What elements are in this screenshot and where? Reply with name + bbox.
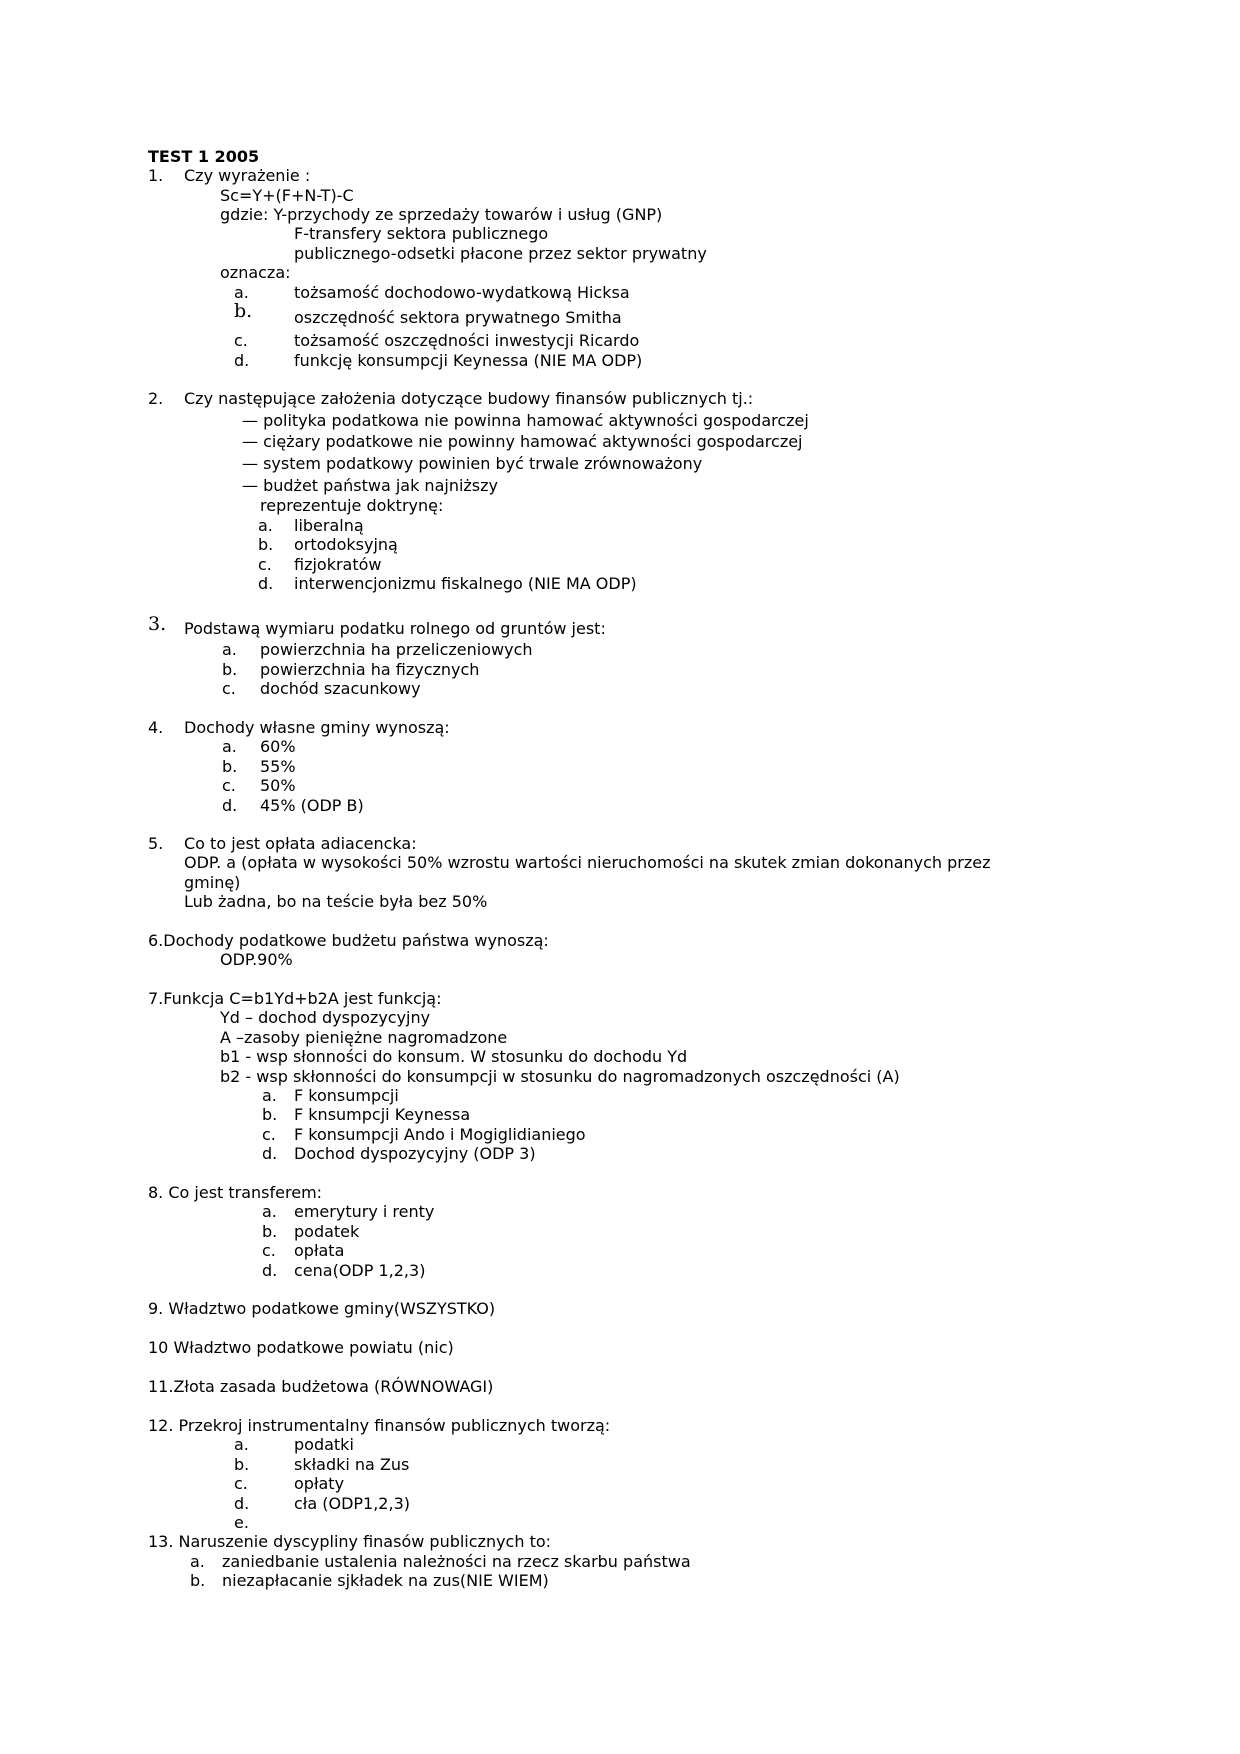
option-text: niezapłacanie sjkładek na zus(NIE WIEM) [222,1571,549,1590]
option-letter: c. [258,555,272,574]
option-text: zaniedbanie ustalenia należności na rzecz skarbu państwa [222,1552,691,1571]
option-letter: c. [234,331,248,350]
option-text: 45% (ODP B) [260,796,364,815]
question-number: 4. [148,718,164,737]
bullet-line: — budżet państwa jak najniższy [242,476,499,495]
bullet-line: — ciężary podatkowe nie powinny hamować aktywności gospodarczej [242,432,803,451]
option-letter: a. [262,1202,277,1221]
option-letter: b. [234,1455,250,1474]
option-text: 55% [260,757,296,776]
option-text: podatek [294,1222,360,1241]
question-number: 2. [148,389,164,408]
question-text: 7.Funkcja C=b1Yd+b2A jest funkcją: [148,989,442,1008]
option-text: powierzchnia ha przeliczeniowych [260,640,533,659]
question-text: 10 Władztwo podatkowe powiatu (nic) [148,1338,454,1357]
question-text: 8. Co jest transferem: [148,1183,323,1202]
option-letter: d. [262,1261,278,1280]
option-letter: a. [222,640,237,659]
bullet-line: — system podatkowy powinien być trwale zrównoważony [242,454,703,473]
option-letter: b. [190,1571,206,1590]
definition-line: b2 - wsp skłonności do konsumpcji w stosunku do nagromadzonych oszczędności (A) [220,1067,900,1086]
option-letter: b. [262,1222,278,1241]
option-letter: a. [234,1435,249,1454]
option-letter: a. [234,283,249,302]
bullet-line: — polityka podatkowa nie powinna hamować aktywności gospodarczej [242,411,809,430]
option-letter: c. [222,679,236,698]
option-letter: a. [222,737,237,756]
question-number: 5. [148,834,164,853]
option-text: tożsamość oszczędności inwestycji Ricardo [294,331,640,350]
option-text: powierzchnia ha fizycznych [260,660,480,679]
option-text: dochód szacunkowy [260,679,421,698]
option-letter: c. [262,1241,276,1260]
option-text: ortodoksyjną [294,535,398,554]
option-letter: d. [222,796,238,815]
answer-line: ODP. a (opłata w wysokości 50% wzrostu wartości nieruchomości na skutek zmian dokonanych przez [184,853,991,872]
option-text: liberalną [294,516,364,535]
question-text: 13. Naruszenie dyscypliny finasów publicznych to: [148,1532,552,1551]
answer-line: ODP.90% [220,950,293,969]
option-letter: a. [258,516,273,535]
answer-line: Lub żadna, bo na teście była bez 50% [184,892,488,911]
option-text: składki na Zus [294,1455,410,1474]
option-text: cła (ODP1,2,3) [294,1494,410,1513]
option-letter: b. [258,535,274,554]
formula: Sc=Y+(F+N-T)-C [220,186,354,205]
question-text: Co to jest opłata adiacencka: [184,834,417,853]
page-title: TEST 1 2005 [148,147,260,166]
question-text: 6.Dochody podatkowe budżetu państwa wynoszą: [148,931,549,950]
definition-line: publicznego-odsetki płacone przez sektor prywatny [294,244,707,263]
option-text: interwencjonizmu fiskalnego (NIE MA ODP) [294,574,637,593]
option-text: oszczędność sektora prywatnego Smitha [294,308,622,327]
option-text: opłaty [294,1474,345,1493]
option-text: Dochod dyspozycyjny (ODP 3) [294,1144,536,1163]
question-text: Dochody własne gminy wynoszą: [184,718,450,737]
option-letter: e. [234,1513,249,1532]
option-letter: b. [262,1105,278,1124]
definition-line: F-transfery sektora publicznego [294,224,549,243]
option-text: podatki [294,1435,354,1454]
option-text: 50% [260,776,296,795]
definition-line: gdzie: Y-przychody ze sprzedaży towarów i usług (GNP) [220,205,663,224]
question-text: 11.Złota zasada budżetowa (RÓWNOWAGI) [148,1377,494,1396]
definition-line: b1 - wsp słonności do konsum. W stosunku do dochodu Yd [220,1047,688,1066]
option-text: tożsamość dochodowo-wydatkową Hicksa [294,283,630,302]
option-letter: b. [222,660,238,679]
option-text: F konsumpcji [294,1086,399,1105]
option-letter: c. [262,1125,276,1144]
question-number: 3. [148,613,167,635]
option-letter: c. [234,1474,248,1493]
option-letter: c. [222,776,236,795]
option-text: 60% [260,737,296,756]
option-letter: a. [262,1086,277,1105]
question-number: 1. [148,166,164,185]
option-text: funkcję konsumpcji Keynessa (NIE MA ODP) [294,351,643,370]
definition-line: Yd – dochod dyspozycyjny [220,1008,431,1027]
question-text: Czy następujące założenia dotyczące budowy finansów publicznych tj.: [184,389,754,408]
option-text: fizjokratów [294,555,382,574]
question-text: Podstawą wymiaru podatku rolnego od gruntów jest: [184,619,606,638]
question-text: 12. Przekroj instrumentalny finansów publicznych tworzą: [148,1416,611,1435]
question-text: oznacza: [220,263,291,282]
option-text: cena(ODP 1,2,3) [294,1261,426,1280]
option-text: emerytury i renty [294,1202,435,1221]
answer-line: gminę) [184,873,241,892]
option-text: opłata [294,1241,345,1260]
option-letter: d. [234,351,250,370]
option-letter: a. [190,1552,205,1571]
option-letter: d. [262,1144,278,1163]
option-letter: b. [234,300,253,322]
option-text: F knsumpcji Keynessa [294,1105,471,1124]
definition-line: A –zasoby pieniężne nagromadzone [220,1028,508,1047]
option-letter: d. [234,1494,250,1513]
option-text: F konsumpcji Ando i Mogiglidianiego [294,1125,586,1144]
question-text: reprezentuje doktrynę: [260,496,444,515]
question-text: Czy wyrażenie : [184,166,311,185]
option-letter: d. [258,574,274,593]
question-text: 9. Władztwo podatkowe gminy(WSZYSTKO) [148,1299,496,1318]
option-letter: b. [222,757,238,776]
